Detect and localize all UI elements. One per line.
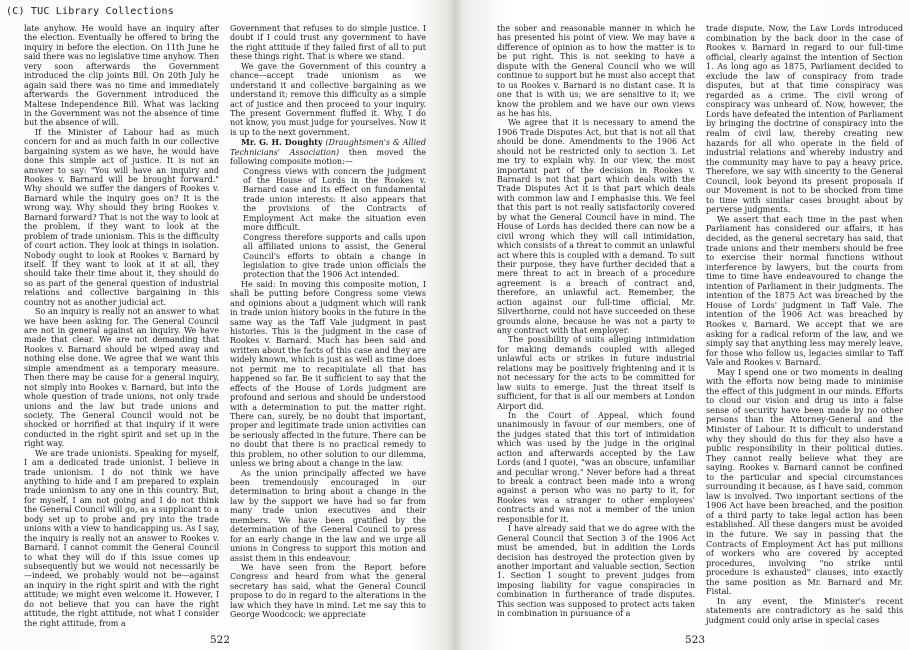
paragraph: We are trade unionists. Speaking for myself, I am a dedicated trade unionist. I believe in trade unionism. I do not think we have anything to hide and I am prepared to explain trade unionism to any one in this country. But, for myself, I am not going and I do not think the General Council will go, as a supplicant to a body set up to probe and pry into the trade unions with a view to handicapping us. As I say, the inquiry is really not an answer to Rookes v. Barnard. I cannot commit the General Council to what they will do if this issue comes up subsequently but we would not necessarily be—indeed, we probably would not be—against an inquiry in the right spirit and with the right attitude; we might even welcome it. However, I do not believe that you can have the right attitude, the right attitude, not what I consider the right attitude, from a [24, 448, 219, 628]
paragraph: Government that refuses to do simple justice. I doubt if I could trust any government to have the right attitude if they failed first of all to put these things right. That is where we stand. [230, 24, 426, 62]
left-page-column-1 [24, 24, 219, 628]
copyright-watermark: (C) TUC Library Collections [6, 6, 174, 17]
page-number-right: 523 [685, 634, 706, 646]
paragraph: trade dispute. Now, the Law Lords introduced combination by the back door in the case of Rookes v. Barnard in regard to our full-time official, clearly against the intention of Section 1. As long ago as 1875, Parliament decided to exclude the law of conspiracy from trade disputes, but at that time conspiracy was regarded as a crime. The civil wrong of conspiracy was unheard of. Now, however, the Lords have defeated the intention of Parliament by bringing the doctrine of conspiracy into the realm of civil law, thereby creating new hazards for all who operate in the field of industrial relations and whereby industry and the community may have to pay a heavy price. Therefore, we say with sincerity to the General Council, look beyond its present proposals if our Movement is not to be shocked from time to time with similar cases brought about by perverse judgments. [706, 23, 903, 215]
paragraph: The possibility of suits alleging intimidation for making demands coupled with alleged unlawful acts or strikes in future industrial relations may be positively frightening and it is not necessary for the acts to be committed for law suits to emerge. Just the threat itself is sufficient, for that is all our members at London Airport did. [497, 335, 695, 411]
left-page-column-2 [230, 24, 426, 620]
page-number-left: 522 [210, 634, 231, 646]
paragraph: We have seen from the Report before Congress and heard from what the general secretary has said, what the General Council propose to do in regard to the alterations in the law which they have in mind. Let me say this to George Woodcock: we appreciate [230, 562, 426, 620]
paragraph: We gave the Government of this country a chance—accept trade unionism as we understand it and collective bargaining as we understand it; remove this difficulty as a simple act of justice and then proceed to your inquiry. The present Government fluffed it. Why, I do not know, you must judge for yourselves. Now it is up to the next government. [230, 61, 426, 137]
right-page-column-2 [706, 24, 903, 625]
motion-text: Congress views with concern the judgment of the House of Lords in the Rookes v. Barnard case and its effect on fundamental trade union interests: it also appears that the provisions of the Contracts of Employment Act make the situation even more difficult. [243, 166, 426, 233]
paragraph: In any event, the Minister's recent statements are contradictory as he said this judgment could only arise in special cases [706, 595, 903, 625]
right-page-column-1 [497, 24, 695, 619]
speaker-intro [230, 138, 426, 166]
paragraph: In the Court of Appeal, which found unanimously in favour of our members, one of the judges stated that this tort of intimidation which was used by the judge in the original action and afterwards accepted by the Law Lords (and I quote), "was an obscure, unfamiliar and peculiar wrong." Never before had a threat to break a contract been made into a wrong against a person who was no party to it, for Rookes was a stranger to other employees' contracts and was not a member of the union responsible for it. [497, 410, 695, 524]
paragraph: We agree that it is necessary to amend the 1906 Trade Disputes Act, but that is not all that should be done. Amendments to the 1906 Act should not be restricted only to section 3. Let me try to explain why. In our view, the most important part of the decision in Rookes v. Barnard is not that part which deals with the Trade Disputes Act it is that part which deals with common law and I emphasise this. We feel that this part is not really satisfactorily covered by what the General Council have in mind. The House of Lords has decided there can now be a civil wrong which they will call intimidation, which consists of a threat to commit an unlawful act where this is coupled with a demand. To suit their purpose, they have further decided that a mere threat to act in breach of a procedure agreement is a breach of contract and, therefore, an unlawful act. Remember, the action against our full-time official, Mr. Silverthorne, could not have succeeded on these grounds alone, because he was not a party to any contract with that employer. [497, 118, 695, 335]
speaker-affiliation: (Draughtsmen's & Allied Technicians' Association) [230, 138, 427, 157]
paragraph: late anyhow. He would have an inquiry after the election. Eventually he offered to bring the inquiry in before the election. On 11th June he said there was no legislative time anyhow. Then very soon afterwards the Government introduced the clip joints Bill. On 20th July he again said there was no time and immediately afterwards the Government introduced the Maltese Independence Bill. What was lacking in the Government was not the absence of time but the absence of will. [24, 24, 219, 128]
paragraph: If the Minister of Labour had as much concern for and as much faith in our collective bargaining system as we have, he would have done this simple act of justice. It is not an answer to say: "You will have an inquiry and Rookes v. Barnard will be brought forward." Why should we suffer the dangers of Rookes v. Barnard while the inquiry goes on? It is the wrong way. Why should they bring Rookes v. Barnard forward? That is not the way to look at the problem, if they want to look at the problem of trade unionism. This is the difficulty of court action. They look at things in isolation. Nobody ought to look at Rookes v. Barnard by itself. If they want to look at it at all, they should take their time about it, they should do so as part of the general question of industrial relations and collective bargaining in this country not as another judicial act. [24, 127, 219, 307]
paragraph: We assert that each time in the past when Parliament has considered our affairs, it has decided, as the general secretary has said, that trade unions and their members should be free to exercise their normal functions without interference by lawyers, but the courts from time to time have endeavoured to change the intention of Parliament in their judgments. The intention of the 1875 Act was breached by the House of Lords' judgment in Taff Vale. The intention of the 1906 Act was breached by Rookes v. Barnard. We accept that we are asking for a radical reform of the law, and we simply say that anything less may merely leave, for those who follow us, legacies similar to Taff Vale and Rookes v. Barnard. [706, 213, 903, 368]
paragraph: He said: In moving this composite motion, I shall be putting before Congress some views and opinions about a judgment which will rank in trade union history books in the future in the same way as the Taff Vale judgment in past histories. This is the judgment in the case of Rookes v. Barnard. Much has been said and written about the facts of this case and they are widely known, which is just as well as time does not permit me to recapitulate all that has happened so far. Be it sufficient to say that the effects of the House of Lords judgment are profound and serious and should be understood with a determination to put the matter right. There can, surely, be no doubt that important, proper and legitimate trade union activities can be seriously affected in the future. There can be no doubt that there is no practical remedy to this problem, no other solution to our dilemma, unless we bring about a change in the law. [230, 279, 426, 469]
paragraph: I have already said that we do agree with the General Council that Section 3 of the 1906 Act must be amended, but in addition the Lords decision has destroyed the protection given by another important and valuable section, Section 1. Section 1 sought to prevent judges from imposing liability for vague conspiracies in combination in furtherance of trade disputes. This section was supposed to protect acts taken in combination in pursuance of a [497, 524, 695, 619]
speaker-name: Mr. G. H. Doughty [241, 137, 323, 148]
paragraph: May I spend one or two moments in dealing with the efforts now being made to minimise the effect of this judgment in our minds. Efforts to cloud our vision and drug us into a false sense of security have been made by no other persons than the Attorney-General and the Minister of Labour. It is difficult to understand why they should do this for they also have a public responsibility in their political duties. They cannot really believe what they are saying. Rookes v. Barnard cannot be confined to the particular and special circumstances surrounding it because, as I have said, common law is involved. Two important sections of the 1906 Act have been breached, and the position of a third party to take legal action has been established. All these dangers must be avoided in the future. We say in passing that the Contracts of Employment Act has put millions of workers who are covered by accepted procedures, involving "no strike until procedure is exhausted" clauses, into exactly the same position as Mr. Barnard and Mr. Fistal. [706, 366, 903, 597]
speaker-intro-text: then moved the following composite motion:— [230, 147, 427, 167]
paragraph: As the union principally affected we have been tremendously encouraged in our determination to bring about a change in the law by the support we have had so far from many trade union executives and their members. We have been gratified by the determination of the General Council to press for an early change in the law and we urge all unions in Congress to support this motion and assist them in this endeavour. [230, 468, 426, 563]
motion-text: Congress therefore supports and calls upon all affiliated unions to assist, the General Council's efforts to obtain a change in legislation to give trade union officials the protection that the 1906 Act intended. [243, 232, 426, 280]
paragraph: So an inquiry is really not an answer to what we have been asking for. The General Council are not in general against an inquiry. We have made that clear. We are not demanding that Rookes v. Barnard should be wiped away and nothing else done. We agree that we want this simple amendment as a temporary measure. Then there may be cause for a general inquiry, not simply into Rookes v. Barnard, but into the whole question of trade unions, not only trade unions and the law but trade unions and society. The General Council would not be shocked or horrified at that inquiry if it were conducted in the right spirit and set up in the right way. [24, 307, 219, 449]
paragraph: the sober and reasonable manner in which he has presented his point of view. We may have a difference of opinion as to how the matter is to be put right. This is not seeking to have a dispute with the General Council who we will continue to support but he must also accept that to us Rookes v. Barnard is no distant case. It is one that is with us; we are sensitive to it; we know the problem and we have our own views as he has his. [497, 24, 695, 118]
